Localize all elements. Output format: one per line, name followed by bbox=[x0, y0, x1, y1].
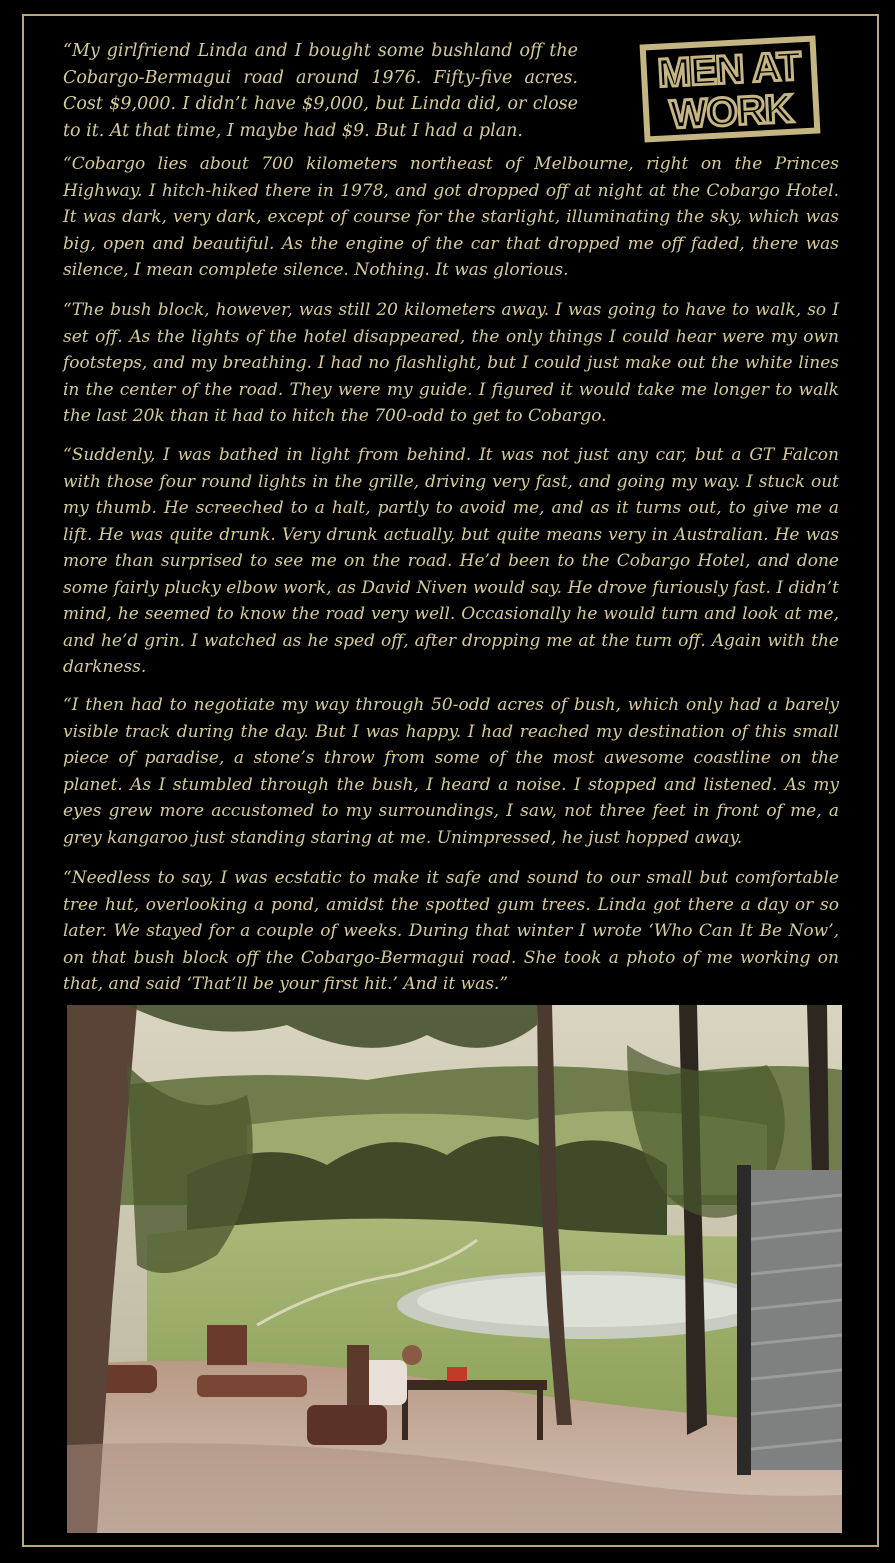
paragraph-6: “Needless to say, I was ecstatic to make it safe and sound to our small but comfortable tree hut, overlooking a pond, amidst the spotted gum trees. Linda got there a day or so later. We stayed for a couple of weeks. During that winter I wrote ‘Who Can It Be Now’, on that bush block off the Cobargo-Bermagui road. She took a photo of me working on that, and said ‘That’ll be your first hit.’ And it was.” bbox=[63, 868, 839, 994]
logo-line2: WORK bbox=[668, 86, 794, 138]
paragraph-5: “I then had to negotiate my way through 50-odd acres of bush, which only had a barely visible track during the day. But I was happy. I had reached my destination of this small piece of paradise, a stone’s throw from some of the most awesome coastline on the planet. As I stumbled through the bush, I heard a noise. I stopped and listened. As my eyes grew more accustomed to my surroundings, I saw, not three feet in front of me, a grey kangaroo just standing staring at me. Unimpressed, he just hopped away. bbox=[63, 695, 839, 848]
paragraph-3: “The bush block, however, was still 20 kilometers away. I was going to have to walk, so I set off. As the lights of the hotel disappeared, the only things I could hear were my own footsteps, and my breathing. I had no flashlight, but I could just make out the white lines in the center of the road. They were my guide. I figured it would take me longer to walk the last 20k than it had to hitch the 700-odd to get to Cobargo. bbox=[63, 300, 839, 426]
bushland-photo bbox=[67, 1005, 842, 1533]
paragraph-2: “Cobargo lies about 700 kilometers northeast of Melbourne, right on the Princes Highway. I hitch-hiked there in 1978, and got dropped off at night at the Cobargo Hotel. It was dark, very dark, except of course for the starlight, illuminating the sky, which was big, open and beautiful. As the engine of the car that dropped me off faded, there was silence, I mean complete silence. Nothing. It was glorious. bbox=[63, 154, 839, 280]
paragraph-1: “My girlfriend Linda and I bought some bushland off the Cobargo-Bermagui road around 1976. Fifty-five acres. Cost $9,000. I didn’t have $9,000, but Linda did, or close to it. At that time, I maybe had $9. But I had a plan. bbox=[63, 41, 578, 141]
logo-line1: MEN AT bbox=[656, 44, 802, 96]
paragraph-4: “Suddenly, I was bathed in light from behind. It was not just any car, but a GT Falcon with those four round lights in the grille, driving very fast, and going my way. I stuck out my thumb. He screeched to a halt, partly to avoid me, and as it turns out, to give me a lift. He was quite drunk. Very drunk actually, but quite means very in Australian. He was more than surprised to see me on the road. He’d been to the Cobargo Hotel, and done some fairly plucky elbow work, as David Niven would say. He drove furiously fast. I didn’t mind, he seemed to know the road very well. Occasionally he would turn and look at me, and he’d grin. I watched as he sped off, after dropping me at the turn off. Again with the darkness. bbox=[63, 445, 839, 677]
men-at-work-logo bbox=[637, 33, 823, 145]
